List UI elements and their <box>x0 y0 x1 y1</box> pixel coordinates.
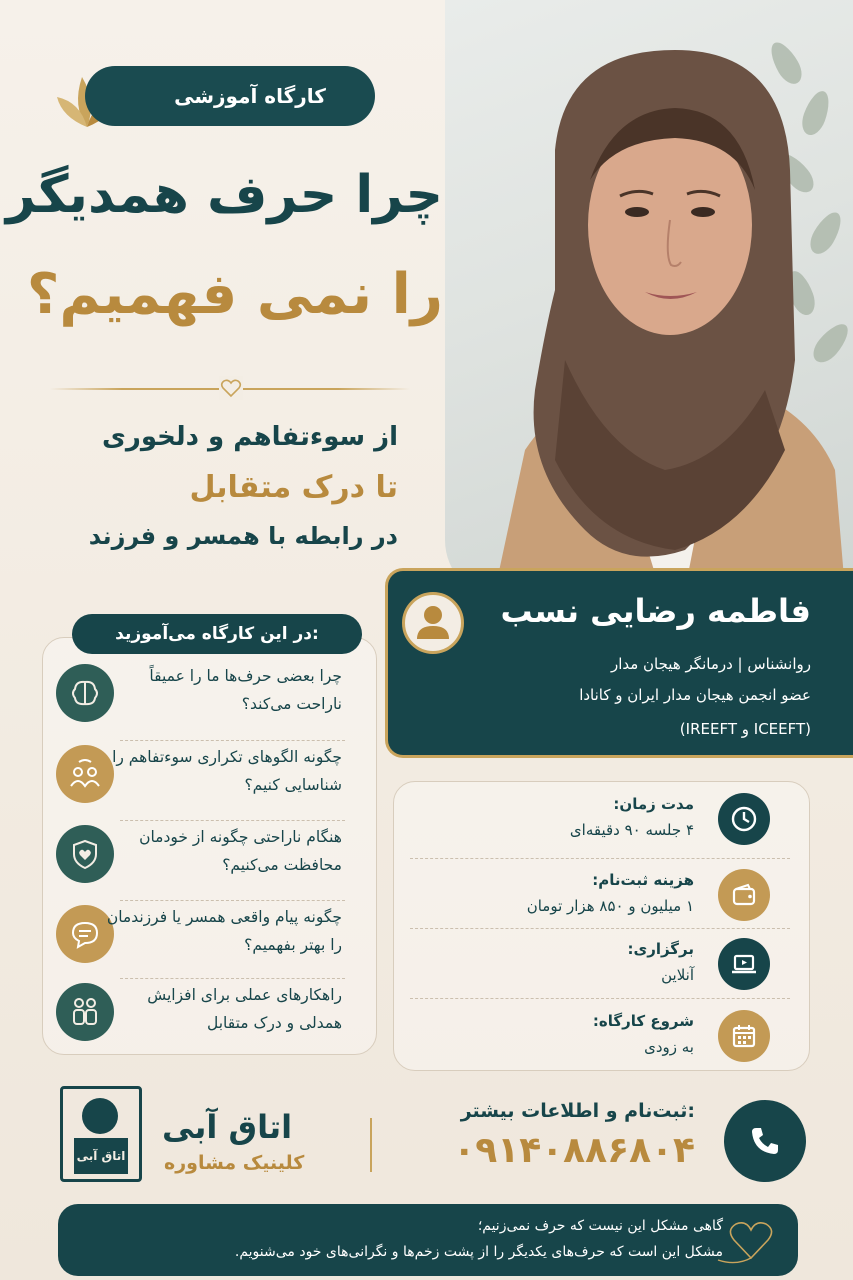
user-icon <box>405 595 461 651</box>
footer-line1: گاهی مشکل این نیست که حرف نمی‌زنیم؛ <box>477 1218 723 1234</box>
instructor-membership: عضو انجمن هیجان مدار ایران و کانادا <box>579 686 811 704</box>
divider <box>410 858 790 859</box>
phone-number[interactable]: ۰۹۱۴۰۸۸۶۸۰۴ <box>453 1130 695 1171</box>
laptop-icon <box>718 938 770 990</box>
list-item <box>52 973 370 1049</box>
clock-icon <box>718 793 770 845</box>
info-value: ۱ میلیون و ۸۵۰ هزار تومان <box>526 897 694 915</box>
info-label: شروع کارگاه: <box>592 1012 694 1030</box>
workshop-badge-label: کارگاه آموزشی <box>174 84 326 108</box>
divider <box>370 1118 372 1172</box>
info-label: برگزاری: <box>627 940 694 958</box>
info-row-start <box>410 1004 790 1072</box>
subheadline-line2: تا درک متقابل <box>189 470 398 505</box>
list-item-text: چرا بعضی حرف‌ها ما را عمیقاً ناراحت می‌کند؟ <box>149 667 342 713</box>
avatar <box>402 592 464 654</box>
info-row-cost <box>410 863 790 931</box>
list-item <box>52 654 370 730</box>
logo-mark <box>82 1098 118 1134</box>
headline-line1: چرا حرف همدیگر <box>5 165 443 225</box>
contact-label: ثبت‌نام و اطلاعات بیشتر: <box>460 1100 695 1122</box>
workshop-badge <box>85 66 375 126</box>
info-value: ۴ جلسه ۹۰ دقیقه‌ای <box>569 821 694 839</box>
footer-quote <box>58 1204 798 1276</box>
divider <box>410 998 790 999</box>
instructor-portrait <box>485 30 845 590</box>
calendar-icon <box>718 1010 770 1062</box>
instructor-credentials: (IREEFT و ICEEFT) <box>679 720 811 738</box>
info-value: به زودی <box>644 1038 694 1056</box>
subheadline-line1: از سوءتفاهم و دلخوری <box>102 422 398 452</box>
call-button[interactable] <box>724 1100 806 1182</box>
subheadline-line3: در رابطه با همسر و فرزند <box>88 522 398 550</box>
wallet-icon <box>718 869 770 921</box>
heart-icon <box>219 376 243 400</box>
brand-name: اتاق آبی <box>162 1108 293 1146</box>
info-row-duration <box>410 787 790 855</box>
logo-text: اتاق آبی <box>74 1138 128 1174</box>
list-item <box>52 735 370 811</box>
footer-line2: مشکل این است که حرف‌های یکدیگر را از پشت زخم‌ها و نگرانی‌های خود می‌شنویم. <box>234 1244 723 1260</box>
list-item-text: راهکارهای عملی برای افزایش همدلی و درک متقابل <box>147 986 342 1032</box>
headline-line2: را نمی فهمیم؟ <box>26 262 443 327</box>
info-label: هزینه ثبت‌نام: <box>592 871 694 889</box>
list-item-text: چگونه الگوهای تکراری سوءتفاهم را شناسایی کنیم؟ <box>112 748 342 794</box>
list-item-text: هنگام ناراحتی چگونه از خودمان محافظت می‌کنیم؟ <box>139 828 342 874</box>
list-item <box>52 815 370 891</box>
divider <box>410 928 790 929</box>
instructor-role: روانشناس | درمانگر هیجان مدار <box>610 655 811 673</box>
heart-doodle-icon <box>716 1210 786 1270</box>
phone-icon <box>744 1120 786 1162</box>
list-item <box>52 895 370 971</box>
info-label: مدت زمان: <box>613 795 694 813</box>
info-row-format <box>410 932 790 1000</box>
instructor-photo-panel <box>445 0 853 600</box>
learn-heading: در این کارگاه می‌آموزید: <box>72 614 362 654</box>
list-item-text: چگونه پیام واقعی همسر یا فرزندمان را بهتر بفهمیم؟ <box>106 908 342 954</box>
instructor-name: فاطمه رضایی نسب <box>500 592 811 630</box>
brand-subtitle: کلینیک مشاوره <box>164 1152 305 1174</box>
info-value: آنلاین <box>661 966 694 984</box>
